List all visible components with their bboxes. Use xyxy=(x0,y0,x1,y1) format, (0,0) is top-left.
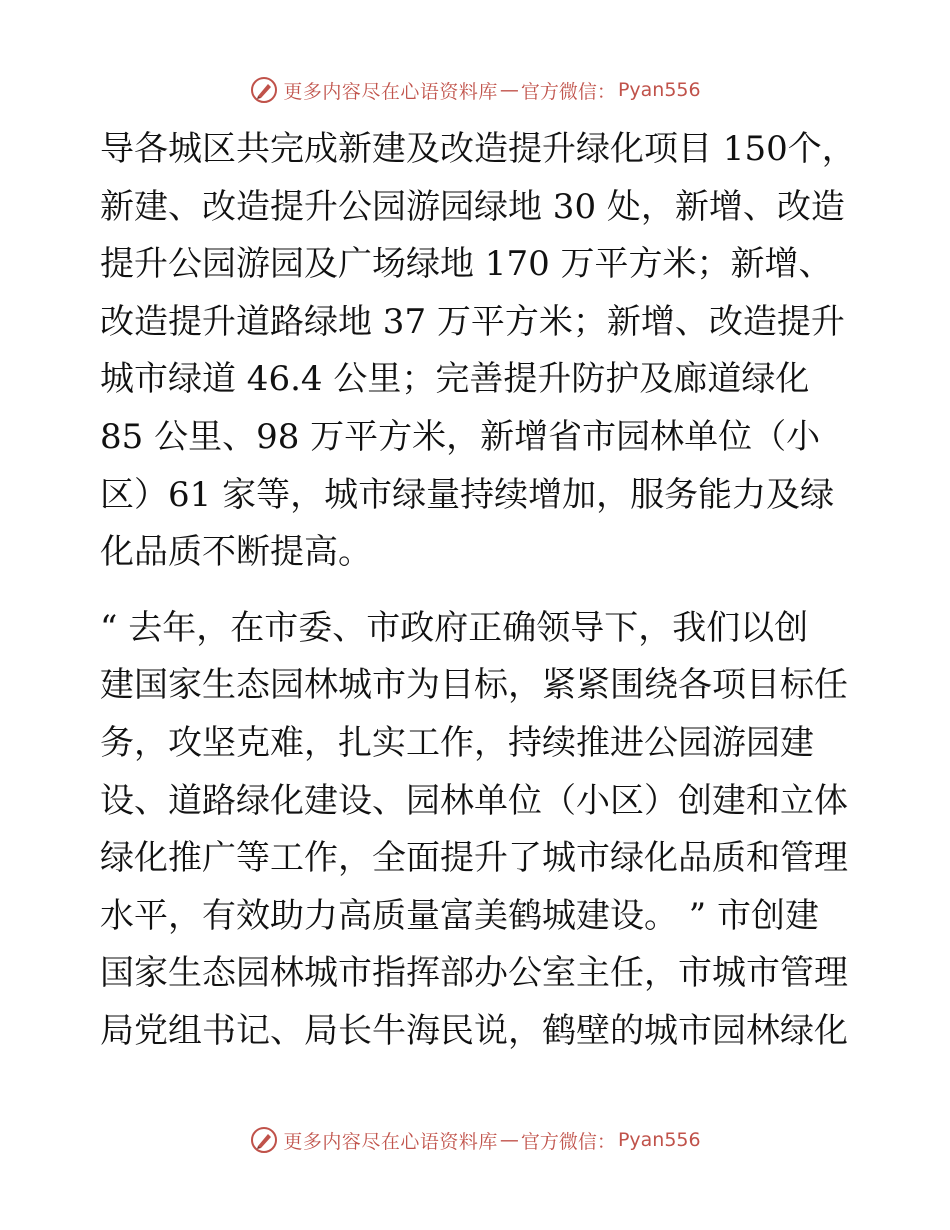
watermark-main-text: 更多内容尽在心语资料库 xyxy=(283,80,498,103)
footer-watermark xyxy=(0,1120,950,1160)
document-body xyxy=(100,121,860,1061)
text-line: 改造提升道路绿地 37 万平方米；新增、改造提升 xyxy=(100,301,845,342)
paragraph-1 xyxy=(100,121,860,582)
paragraph-2 xyxy=(100,600,860,1061)
text-line: 85 公里、98 万平方米，新增省市园林单位（小 xyxy=(100,416,821,457)
text-line: 建国家生态园林城市为目标，紧紧围绕各项目标任 xyxy=(100,665,848,706)
header-watermark xyxy=(0,70,950,110)
text-line: 设、道路绿化建设、园林单位（小区）创建和立体 xyxy=(100,780,848,821)
watermark-wechat-id: Pyan556 xyxy=(617,1129,701,1151)
watermark-main-text: 更多内容尽在心语资料库 xyxy=(283,1130,498,1153)
watermark-dash: — xyxy=(499,79,519,101)
watermark-wechat-id: Pyan556 xyxy=(617,79,701,101)
watermark-wechat-label: 官方微信： xyxy=(520,1130,616,1153)
text-line: 务，攻坚克难，扎实工作，持续推进公园游园建 xyxy=(100,722,814,763)
text-line: 新建、改造提升公园游园绿地 30 处，新增、改造 xyxy=(100,186,845,227)
pen-logo-icon xyxy=(249,1125,279,1155)
text-line: 国家生态园林城市指挥部办公室主任，市城市管理 xyxy=(100,953,848,994)
text-line: 城市绿道 46.4 公里；完善提升防护及廊道绿化 xyxy=(100,359,810,400)
text-line: 绿化推广等工作，全面提升了城市绿化品质和管理 xyxy=(100,838,848,879)
text-line: 提升公园游园及广场绿地 170 万平方米；新增、 xyxy=(100,244,833,285)
text-line: 导各城区共完成新建及改造提升绿化项目 150个， xyxy=(100,129,856,169)
watermark-dash: — xyxy=(499,1129,519,1151)
text-line: 水平，有效助力高质量富美鹤城建设。 ” 市创建 xyxy=(100,895,819,936)
text-line: 局党组书记、局长牛海民说，鹤壁的城市园林绿化 xyxy=(100,1010,848,1051)
paragraph-gap xyxy=(100,582,860,600)
text-line: 区）61 家等，城市绿量持续增加，服务能力及绿 xyxy=(100,474,835,515)
text-line: 化品质不断提高。 xyxy=(100,532,372,573)
pen-logo-icon xyxy=(249,75,279,105)
text-line: “ 去年，在市委、市政府正确领导下，我们以创 xyxy=(100,607,809,648)
watermark-wechat-label: 官方微信： xyxy=(520,80,616,103)
